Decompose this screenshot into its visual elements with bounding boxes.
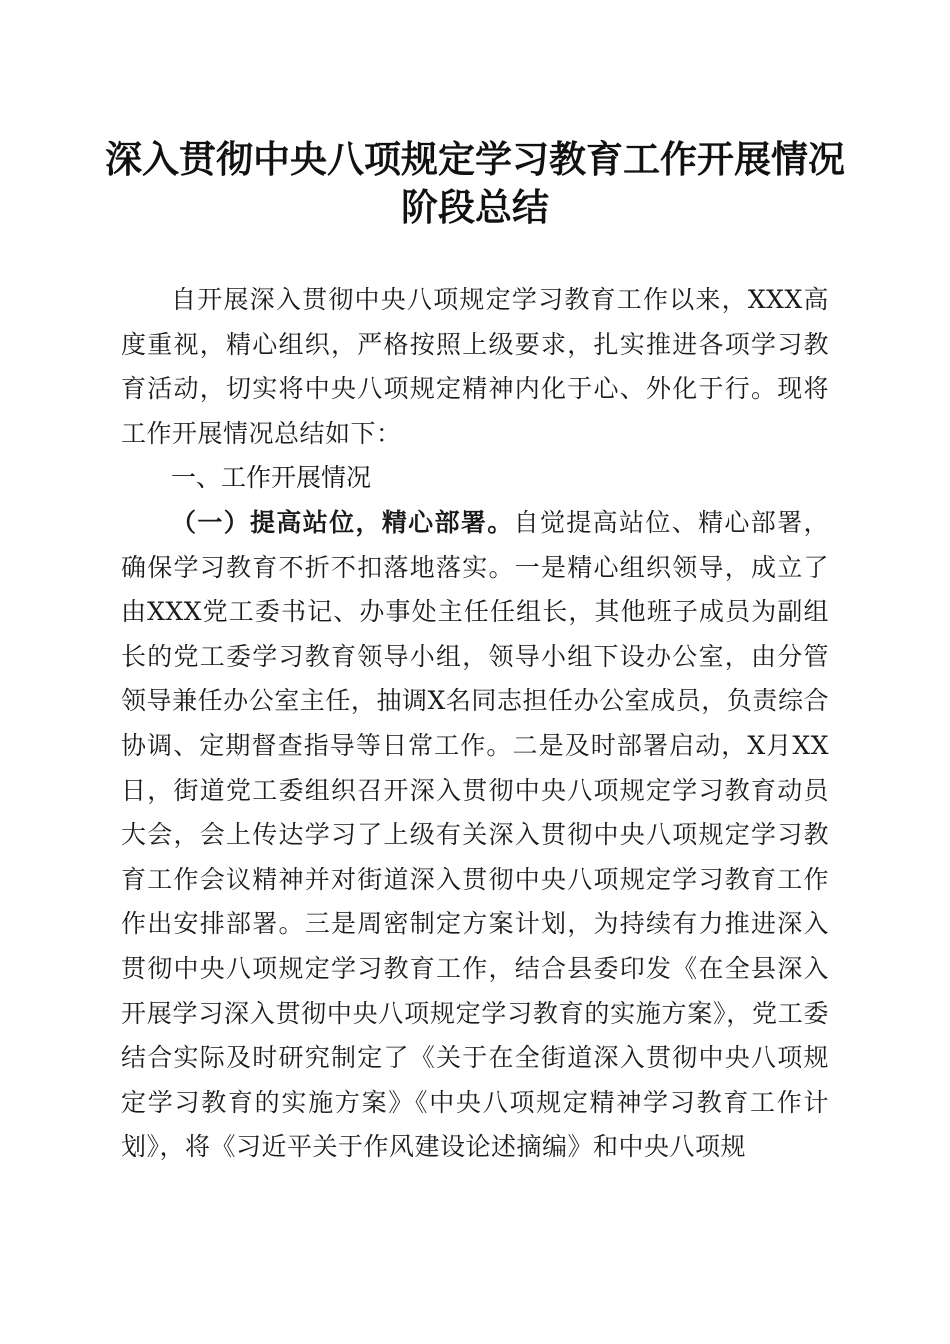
subsection-paragraph [121, 501, 829, 1170]
document-title-line-2: 阶段总结 [401, 185, 549, 229]
intro-paragraph: 自开展深入贯彻中央八项规定学习教育工作以来，XXX高度重视，精心组织，严格按照上级要求，扎实推进各项学习教育活动，切实将中央八项规定精神内化于心、外化于行。现将工作开展情况总结如下： [121, 285, 829, 448]
document-title-line-1: 深入贯彻中央八项规定学习教育工作开展情况 [105, 137, 845, 181]
subsection-text: 自觉提高站位、精心部署，确保学习教育不折不扣落地落实。一是精心组织领导，成立了由XXX党工委书记、办事处主任任组长，其他班子成员为副组长的党工委学习教育领导小组，领导小组下设办公室，由分管领导兼任办公室主任，抽调X名同志担任办公室成员，负责综合协调、定期督查指导等日常工作。二是及时部署启动，X月XX日，街道党工委组织召开深入贯彻中央八项规定学习教育动员大会，会上传达学习了上级有关深入贯彻中央八项规定学习教育工作会议精神并对街道深入贯彻中央八项规定学习教育工作作出安排部署。三是周密制定方案计划，为持续有力推进深入贯彻中央八项规定学习教育工作，结合县委印发《在全县深入开展学习深入贯彻中央八项规定学习教育的实施方案》，党工委结合实际及时研究制定了《关于在全街道深入贯彻中央八项规定学习教育的实施方案》《中央八项规定精神学习教育工作计划》，将《习近平关于作风建设论述摘编》和中央八项规 [121, 507, 829, 1162]
section-heading: 一、工作开展情况 [171, 463, 372, 493]
document-body [121, 278, 829, 1170]
subsection-lead: （一）提高站位，精心部署。 [171, 507, 514, 537]
